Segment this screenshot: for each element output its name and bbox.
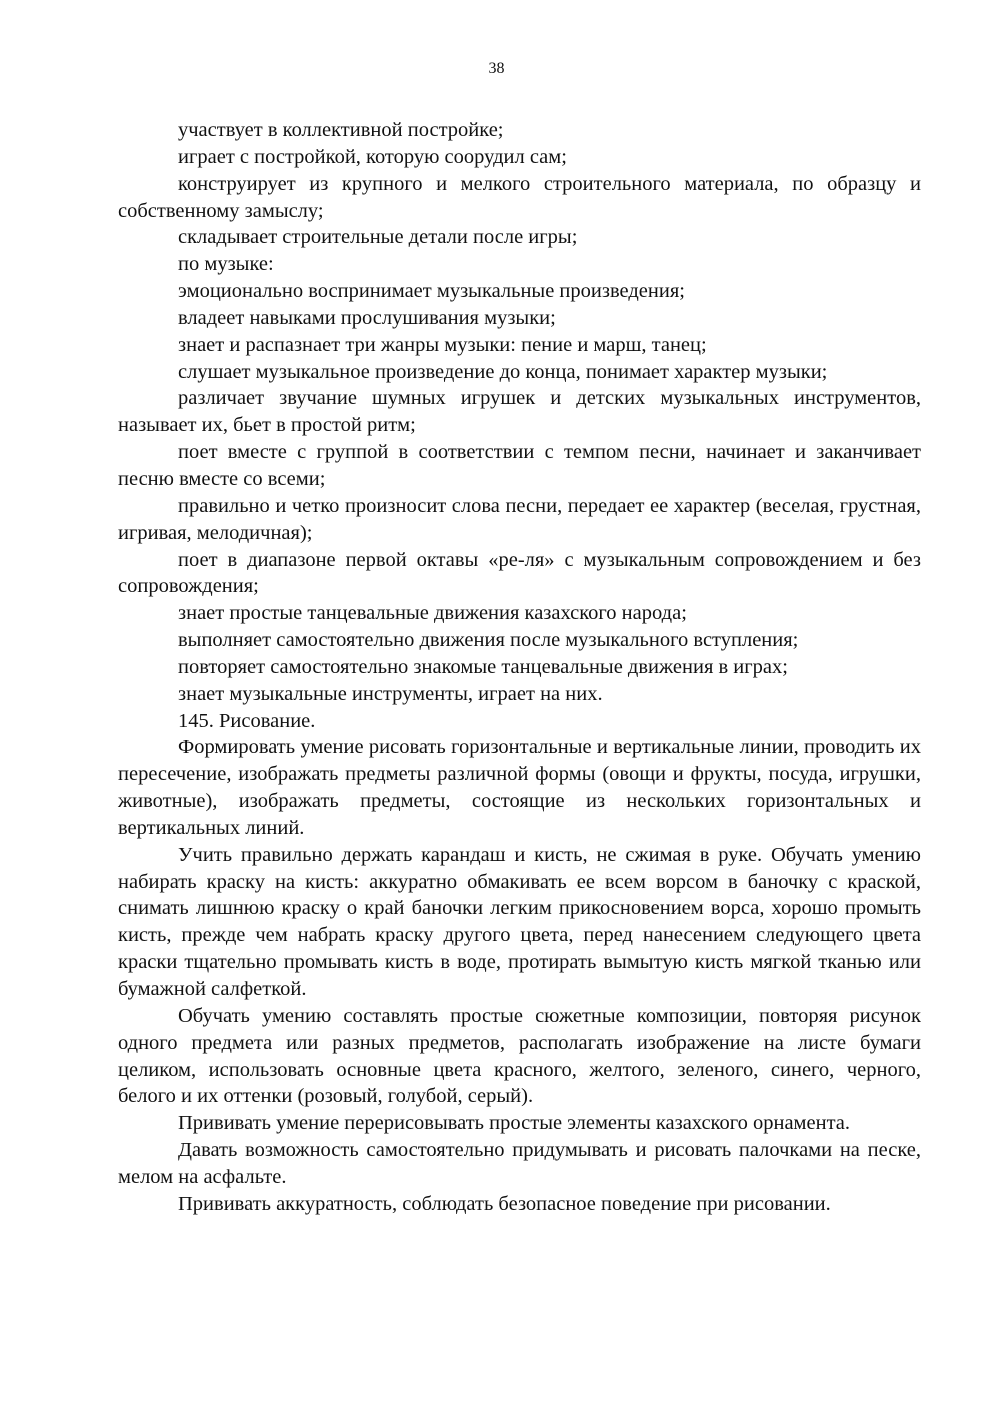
paragraph: выполняет самостоятельно движения после музыкального вступления; xyxy=(178,629,799,652)
page-number: 38 xyxy=(488,60,505,77)
paragraph: знает музыкальные инструменты, играет на них. xyxy=(178,682,603,705)
paragraph: играет с постройкой, которую соорудил сам; xyxy=(178,145,567,168)
paragraph: по музыке: xyxy=(178,253,274,276)
paragraph: 145. Рисование. xyxy=(178,709,316,732)
paragraph: владеет навыками прослушивания музыки; xyxy=(178,306,556,329)
paragraph: повторяет самостоятельно знакомые танцевальные движения в играх; xyxy=(178,655,788,678)
paragraph: слушает музыкальное произведение до конца, понимает характер музыки; xyxy=(178,360,828,383)
paragraph: знает простые танцевальные движения казахского народа; xyxy=(178,602,687,625)
paragraph: поет вместе с группой в соответствии с темпом песни, начинает и заканчивает песню вместе со всеми; xyxy=(118,441,921,490)
paragraph: Прививать аккуратность, соблюдать безопасное поведение при рисовании. xyxy=(178,1192,831,1215)
paragraph: Обучать умению составлять простые сюжетные композиции, повторяя рисунок одного предмета или разных предметов, располагать изображение на листе бумаги целиком, использовать основные цвета красного, желтого, зеленого, синего, черного, белого и их оттенки (розовый, голубой, серый). xyxy=(118,1004,921,1108)
paragraph: знает и распазнает три жанры музыки: пение и марш, танец; xyxy=(178,333,707,356)
paragraph: Формировать умение рисовать горизонтальные и вертикальные линии, проводить их пересечение, изображать предметы различной формы (овощи и фрукты, посуда, игрушки, животные), изображать предметы, состоящие из нескольких горизонтальных и вертикальных линий. xyxy=(118,736,921,839)
paragraph: конструирует из крупного и мелкого строительного материала, по образцу и собственному замыслу; xyxy=(118,172,921,222)
paragraph: Прививать умение перерисовывать простые элементы казахского орнамента. xyxy=(178,1112,851,1135)
paragraph: различает звучание шумных игрушек и детских музыкальных инструментов, называет их, бьет в простой ритм; xyxy=(118,387,921,437)
document-body xyxy=(118,117,921,1218)
paragraph: участвует в коллективной постройке; xyxy=(178,119,504,141)
paragraph: Учить правильно держать карандаш и кисть, не сжимая в руке. Обучать умению набирать краску на кисть: аккуратно обмакивать ее всем ворсом в баночку с краской, снимать лишнюю краску о край баночки легким прикосновением ворса, хорошо промыть кисть, прежде чем набрать краску другого цвета, перед нанесением следующего цвета краски тщательно промывать кисть в воде, протирать вымытую кисть мягкой тканью или бумажной салфеткой. xyxy=(118,843,921,1000)
paragraph: Давать возможность самостоятельно придумывать и рисовать палочками на песке, мелом на асфальте. xyxy=(118,1139,921,1188)
paragraph: правильно и четко произносит слова песни, передает ее характер (веселая, грустная, игривая, мелодичная); xyxy=(118,494,921,544)
paragraph: поет в диапазоне первой октавы «ре-ля» с музыкальным сопровождением и без сопровождения; xyxy=(118,548,921,598)
paragraph: складывает строительные детали после игры; xyxy=(178,226,578,249)
paragraph: эмоционально воспринимает музыкальные произведения; xyxy=(178,280,685,303)
